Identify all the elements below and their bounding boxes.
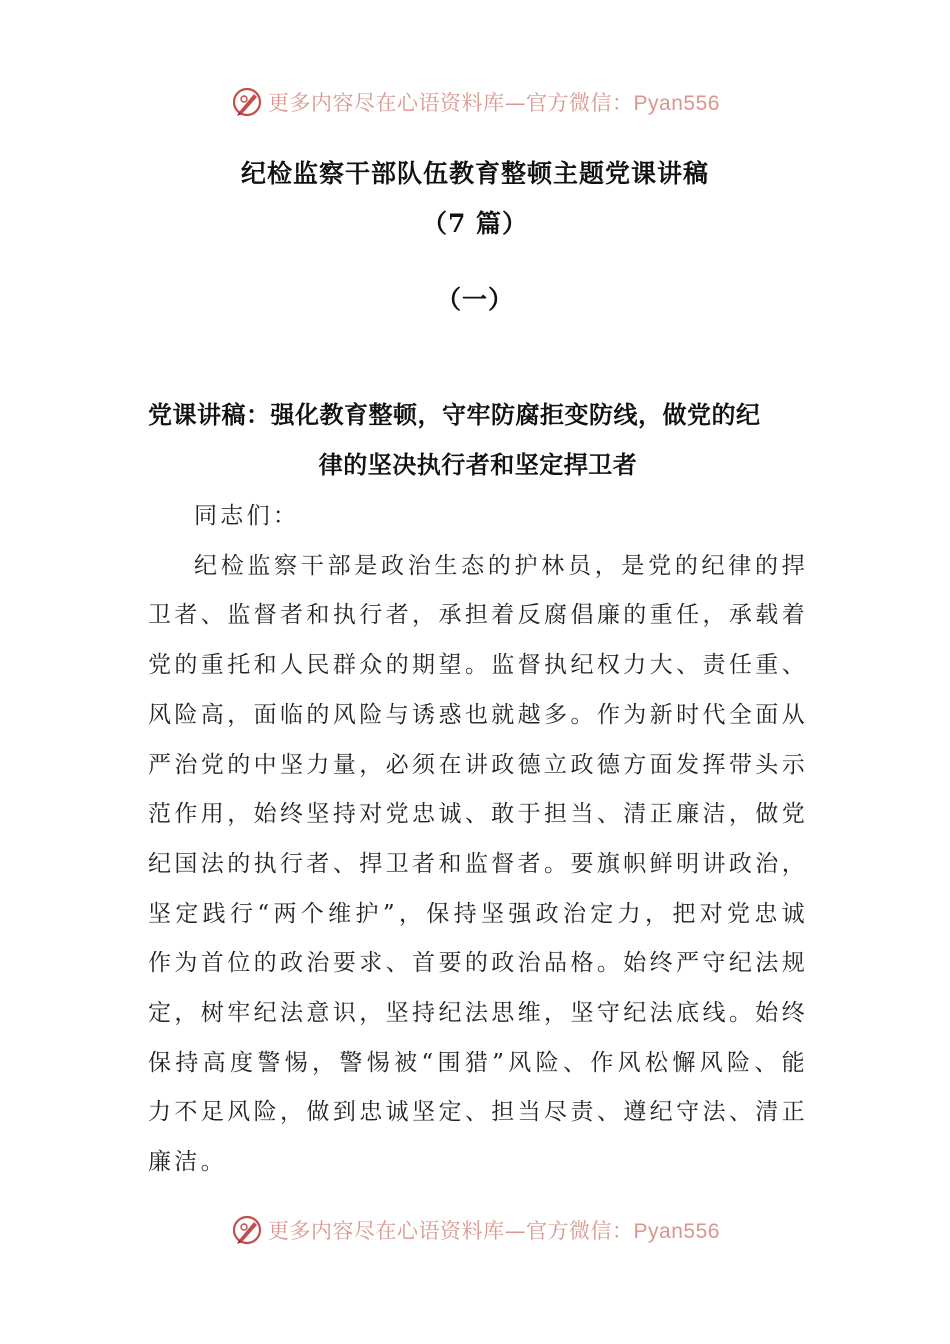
lecture-subtitle-line1: 党课讲稿：强化教育整顿，守牢防腐拒变防线，做党的纪 [148, 400, 761, 429]
watermark-text: 更多内容尽在心语资料库—官方微信：Pyan556 [268, 1219, 720, 1243]
header-watermark [0, 82, 950, 122]
greeting: 同志们： [194, 503, 300, 529]
section-number: （一） [435, 285, 514, 314]
watermark-text: 更多内容尽在心语资料库—官方微信：Pyan556 [268, 91, 720, 115]
watermark-wechat-id: Pyan556 [633, 92, 720, 115]
paragraph-1: 纪检监察干部是政治生态的护林员，是党的纪律的捍卫者、监督者和执行者，承担着反腐倡廉的重任，承载着党的重托和人民群众的期望。监督执纪权力大、责任重、风险高，面临的风险与诱惑也就越多。作为新时代全面从严治党的中坚力量，必须在讲政德立政德方面发挥带头示范作用，始终坚持对党忠诚、敢于担当、清正廉洁，做党纪国法的执行者、捍卫者和监督者。要旗帜鲜明讲政治，坚定践行“两个维护”，保持坚强政治定力，把对党忠诚作为首位的政治要求、首要的政治品格。始终严守纪法规定，树牢纪法意识，坚持纪法思维，坚守纪法底线。始终保持高度警惕，警惕被“围猎”风险、作风松懈风险、能力不足风险，做到忠诚坚定、担当尽责、遵纪守法、清正廉洁。 [148, 552, 808, 1176]
document-title-count: （7 篇） [421, 209, 529, 238]
document-title: 纪检监察干部队伍教育整顿主题党课讲稿 [240, 159, 709, 188]
lecture-subtitle [148, 390, 808, 490]
pen-logo-icon [230, 1213, 264, 1247]
lecture-subtitle-line2: 律的坚决执行者和坚定捍卫者 [318, 450, 638, 479]
footer-watermark [0, 1210, 950, 1250]
watermark-wechat-id: Pyan556 [633, 1220, 720, 1243]
pen-logo-icon [230, 85, 264, 119]
body-text [148, 492, 808, 1188]
